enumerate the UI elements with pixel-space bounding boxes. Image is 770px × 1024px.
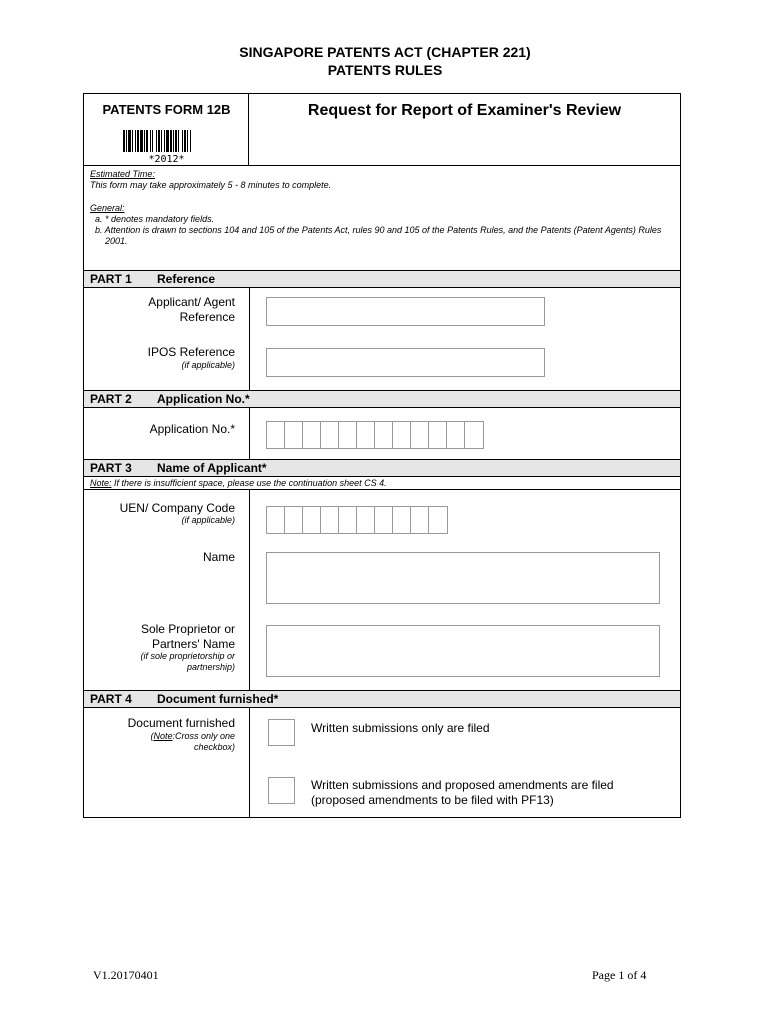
uen-cell[interactable]: [285, 507, 303, 533]
uen-cell[interactable]: [339, 507, 357, 533]
uen-cell[interactable]: [267, 507, 285, 533]
application-no-cell[interactable]: [411, 422, 429, 448]
part3-title: Name of Applicant*: [157, 461, 267, 475]
application-no-cell[interactable]: [375, 422, 393, 448]
general-notes: [90, 169, 675, 247]
written-submissions-only-label: Written submissions only are filed: [311, 721, 490, 735]
applicant-reference-label: Applicant/ Agent Reference: [148, 295, 235, 324]
submissions-and-amendments-checkbox[interactable]: [268, 777, 295, 804]
part3-note: Note: If there is insufficient space, please use the continuation sheet CS 4.: [84, 477, 680, 490]
barcode-icon: [123, 130, 213, 152]
application-no-cell[interactable]: [267, 422, 285, 448]
application-no-cell[interactable]: [465, 422, 483, 448]
part3-number: PART 3: [90, 461, 132, 475]
part4-title: Document furnished*: [157, 692, 279, 706]
application-no-cell[interactable]: [447, 422, 465, 448]
part4-header: [84, 690, 680, 708]
uen-sub: (if applicable): [181, 515, 235, 525]
uen-cell[interactable]: [303, 507, 321, 533]
submissions-and-amendments-label: Written submissions and proposed amendments are filed (proposed amendments to be filed with PF13): [311, 778, 614, 807]
general-note-a: a. * denotes mandatory fields.: [95, 214, 215, 224]
uen-label: UEN/ Company Code: [119, 501, 235, 515]
application-no-cell[interactable]: [339, 422, 357, 448]
uen-cell[interactable]: [429, 507, 447, 533]
application-no-cell[interactable]: [429, 422, 447, 448]
application-no-cell[interactable]: [285, 422, 303, 448]
uen-cell[interactable]: [393, 507, 411, 533]
barcode-text: *2012*: [148, 154, 185, 165]
application-no-cell[interactable]: [393, 422, 411, 448]
part2-title: Application No.*: [157, 392, 250, 406]
part1-title: Reference: [157, 272, 216, 286]
uen-cell[interactable]: [321, 507, 339, 533]
general-note-b: b. Attention is drawn to sections 104 and 105 of the Patents Act, rules 90 and 105 of the Patents Rules, and the Patents (Patent Agents) Rules 2001.: [95, 225, 662, 246]
part4-number: PART 4: [90, 692, 132, 706]
general-heading: General:: [90, 203, 125, 213]
application-no-cell[interactable]: [357, 422, 375, 448]
act-title: SINGAPORE PATENTS ACT (CHAPTER 221): [239, 44, 531, 60]
ipos-reference-sub: (if applicable): [181, 360, 235, 370]
applicant-name-input[interactable]: [266, 552, 660, 604]
estimated-time-heading: Estimated Time:: [90, 169, 155, 179]
written-submissions-only-checkbox[interactable]: [268, 719, 295, 746]
form-title: Request for Report of Examiner's Review: [307, 102, 622, 119]
form-number: PATENTS FORM 12B: [102, 102, 231, 117]
sole-proprietor-label: Sole Proprietor or Partners' Name: [140, 622, 235, 651]
version-number: V1.20170401: [93, 968, 159, 982]
part1-header: [84, 270, 680, 288]
form-header-row: [84, 94, 680, 166]
uen-input[interactable]: [266, 506, 448, 534]
form-container: [83, 93, 681, 818]
sole-proprietor-input[interactable]: [266, 625, 660, 677]
rules-title: PATENTS RULES: [327, 62, 443, 78]
form-number-cell: [84, 94, 249, 165]
uen-cell[interactable]: [375, 507, 393, 533]
part1-number: PART 1: [90, 272, 132, 286]
applicant-reference-input[interactable]: [266, 297, 545, 326]
application-no-cell[interactable]: [321, 422, 339, 448]
sole-proprietor-sub: (if sole proprietorship or partnership): [140, 651, 235, 672]
page-number: Page 1 of 4: [592, 968, 647, 982]
document-furnished-sub: (Note:Cross only one checkbox): [150, 731, 235, 752]
uen-cell[interactable]: [411, 507, 429, 533]
application-no-input[interactable]: [266, 421, 484, 449]
ipos-reference-input[interactable]: [266, 348, 545, 377]
part2-header: [84, 390, 680, 408]
document-furnished-label: Document furnished: [127, 716, 235, 730]
part3-header: [84, 459, 680, 477]
estimated-time-text: This form may take approximately 5 - 8 minutes to complete.: [90, 180, 332, 190]
ipos-reference-label: IPOS Reference: [147, 345, 235, 359]
application-no-label: Application No.*: [149, 422, 235, 436]
name-label: Name: [202, 550, 235, 564]
part2-number: PART 2: [90, 392, 132, 406]
application-no-cell[interactable]: [303, 422, 321, 448]
uen-cell[interactable]: [357, 507, 375, 533]
